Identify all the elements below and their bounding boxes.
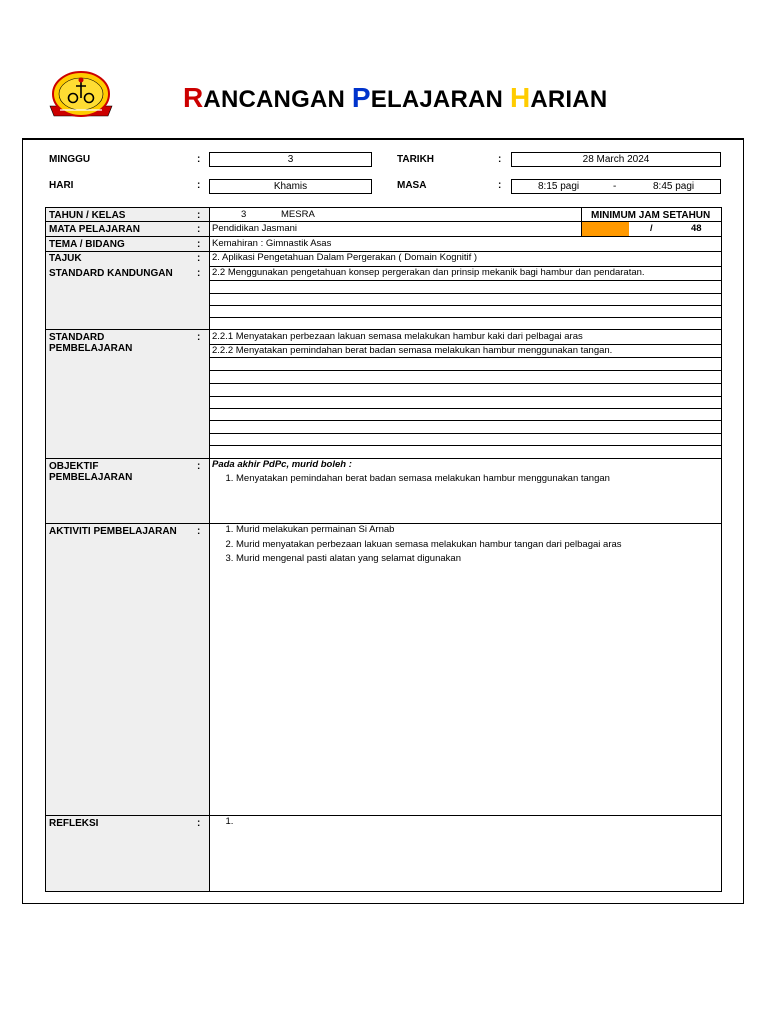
kelas-value: MESRA	[281, 209, 315, 220]
objektif-list	[212, 472, 610, 487]
tajuk-value: 2. Aplikasi Pengetahuan Dalam Pergerakan ( Domain Kognitif )	[212, 252, 478, 263]
mata-pelajaran-value: Pendidikan Jasmani	[212, 223, 298, 234]
title-initial: H	[509, 82, 531, 113]
masa-end: 8:45 pagi	[653, 181, 695, 192]
tarikh-label: TARIKH	[397, 154, 435, 165]
hari-field[interactable]: Khamis	[209, 179, 372, 194]
lesson-plan-table: TAHUN / KELAS : 3 MESRA MINIMUM JAM SETAHUN / 48 MATA PELAJARAN : Pendidikan Jasmani TEMA / BIDANG : Kemahiran : Gimnastik Asas TAJUK : 2. Aplikasi Pengetahuan Dalam Pergerakan ( Domain Kognitif ) STANDARD KANDUNGAN : 2.2 Menggunakan pengetahuan konsep pergerakan dan prinsip mekanik bagi hambur dan pendaratan. STANDARD PEMBELAJARAN : 2.2.1 Menyatakan perbezaan lakuan semasa melakukan hambur kaki dari pelbagai aras 2.2.2 Menyatakan pemindahan berat badan semasa melakukan hambur menggunakan tangan. OBJEKTIF PEMBELAJARAN : Pada akhir PdPc, murid boleh : 1. Menyatakan pemindahan berat badan semasa melakukan hambur menggunakan tangan AKTIVITI PEMBELAJARAN : 1. Murid melakukan permainan Si Arnab 2. Murid menyatakan perbezaan lakuan semasa melakukan hambur tangan dari pelbagai aras 3. Murid mengenal pasti alatan yang selamat digunakan REFLEKSI :	[45, 207, 722, 892]
tajuk-label: TAJUK	[49, 253, 82, 264]
masa-field[interactable]	[511, 179, 721, 194]
title-word: ELAJARAN	[370, 86, 510, 113]
colon: :	[498, 180, 502, 191]
title-initial: P	[351, 82, 371, 113]
masa-separator: -	[613, 181, 617, 192]
tarikh-field[interactable]: 28 March 2024	[511, 152, 721, 167]
minimum-progress-fill	[582, 222, 629, 236]
minggu-field[interactable]: 3	[209, 152, 372, 167]
objektif-intro: Pada akhir PdPc, murid boleh :	[212, 459, 352, 470]
list-item: 3. Murid mengenal pasti alatan yang selamat digunakan	[236, 552, 622, 567]
minimum-jam-label: MINIMUM JAM SETAHUN	[591, 210, 711, 221]
school-crest-logo	[46, 68, 116, 124]
standard-kandungan-value: 2.2 Menggunakan pengetahuan konsep pergerakan dan prinsip mekanik bagi hambur dan pendaratan.	[212, 267, 645, 278]
title-word: ARIAN	[530, 86, 608, 113]
masa-start: 8:15 pagi	[538, 181, 580, 192]
list-item: 1. Murid melakukan permainan Si Arnab	[236, 523, 622, 538]
masa-label: MASA	[397, 180, 427, 191]
list-item: 2. Murid menyatakan perbezaan lakuan semasa melakukan hambur tangan dari pelbagai aras	[236, 538, 622, 553]
tema-bidang-value: Kemahiran : Gimnastik Asas	[212, 238, 332, 249]
tahun-value: 3	[241, 209, 247, 220]
objektif-pembelajaran-label: OBJEKTIF PEMBELAJARAN	[49, 461, 133, 483]
title-word: ANCANGAN	[203, 86, 352, 113]
standard-pembelajaran-item: 2.2.1 Menyatakan perbezaan lakuan semasa melakukan hambur kaki dari pelbagai aras	[212, 331, 583, 342]
standard-pembelajaran-label: STANDARD PEMBELAJARAN	[49, 332, 133, 354]
tema-bidang-label: TEMA / BIDANG	[49, 239, 125, 250]
refleksi-label: REFLEKSI	[49, 818, 99, 829]
label-column	[46, 208, 210, 891]
minimum-separator: /	[650, 223, 653, 234]
aktiviti-pembelajaran-label: AKTIVITI PEMBELAJARAN	[49, 526, 177, 537]
standard-pembelajaran-item: 2.2.2 Menyatakan pemindahan berat badan semasa melakukan hambur menggunakan tangan.	[212, 345, 613, 356]
mata-pelajaran-label: MATA PELAJARAN	[49, 224, 140, 235]
page-title	[183, 83, 607, 115]
title-initial: R	[183, 82, 204, 113]
standard-kandungan-label: STANDARD KANDUNGAN	[49, 268, 173, 279]
list-item: 1. Menyatakan pemindahan berat badan semasa melakukan hambur menggunakan tangan	[236, 472, 610, 487]
refleksi-list	[212, 815, 236, 830]
colon: :	[197, 180, 201, 191]
tahun-kelas-label: TAHUN / KELAS	[49, 210, 126, 221]
hari-label: HARI	[49, 180, 74, 191]
minimum-total: 48	[691, 223, 702, 234]
minggu-label: MINGGU	[49, 154, 91, 165]
colon: :	[197, 154, 201, 165]
colon: :	[498, 154, 502, 165]
aktiviti-list	[212, 523, 622, 567]
